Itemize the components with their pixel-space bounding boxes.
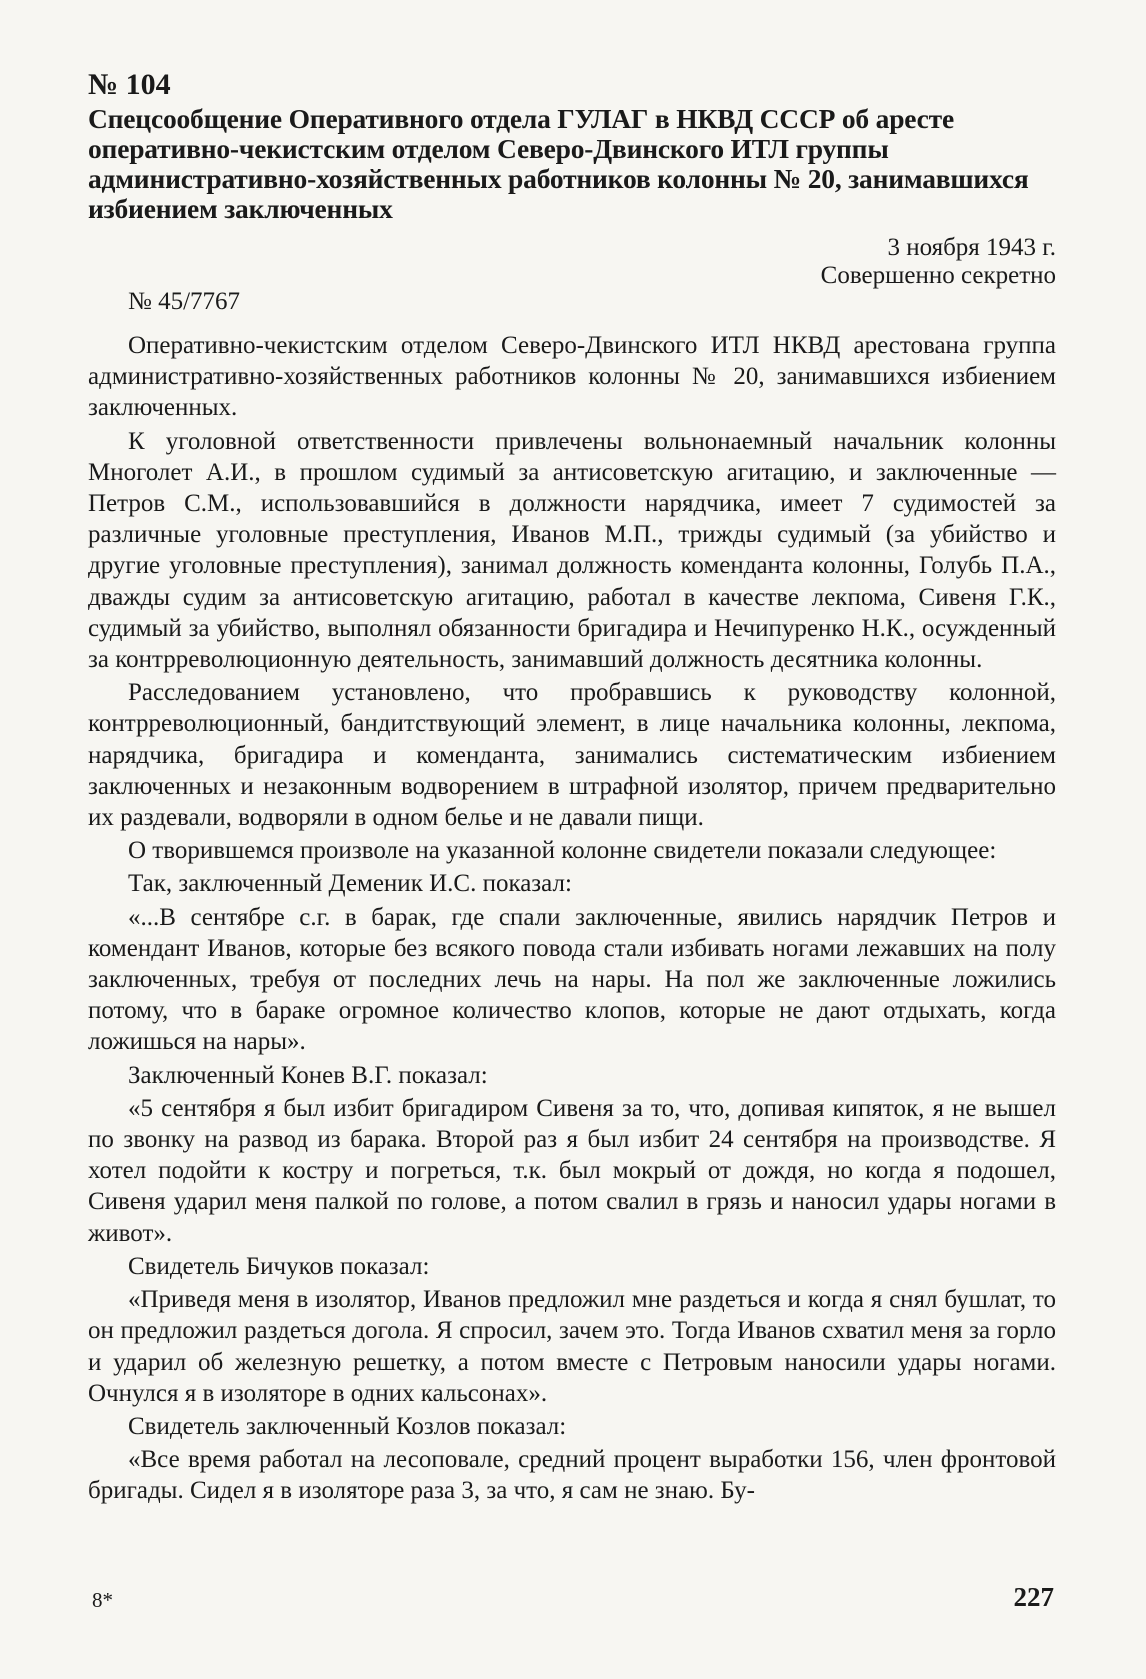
- registration-number: № 45/7767: [128, 288, 241, 315]
- classification-label: Совершенно секретно: [820, 262, 1056, 289]
- paragraph: Расследованием установлено, что пробравшись к руководству колонной, контрреволюционный, бандитствующий элемент, в лице начальника колонны, лекпома, нарядчика, бригадира и коменданта, занимались систематическим избиением заключенных и незаконным водворением в штрафной изолятор, причем предварительно их раздевали, водворяли в одном белье и не давали пищи.: [88, 679, 1056, 832]
- paragraph: О творившемся произволе на указанной колонне свидетели показали следующее:: [128, 837, 997, 865]
- paragraph: Заключенный Конев В.Г. показал:: [128, 1061, 488, 1089]
- document-date: 3 ноября 1943 г.: [887, 234, 1056, 261]
- paragraph: «5 сентября я был избит бригадиром Сивеня за то, что, допивая кипяток, я не вышел по звонку на развод из барака. Второй раз я был избит 24 сентября на производстве. Я хотел подойти к костру и погреться, т.к. был мокрый от дождя, но когда я подошел, Сивеня ударил меня палкой по голове, а потом свалил в грязь и наносил удары ногами в живот».: [88, 1094, 1056, 1247]
- document-number: № 104: [88, 68, 171, 101]
- document-body: [88, 330, 1056, 1507]
- document-heading: Спецсообщение Оперативного отдела ГУЛАГ в НКВД СССР об аресте оперативно-чекистским отделом Северо-Двинского ИТЛ группы административно-хозяйственных работников колонны № 20, занимавшихся избиением заключенных: [88, 103, 1029, 224]
- paragraph: Так, заключенный Деменик И.С. показал:: [128, 870, 572, 898]
- paragraph: Оперативно-чекистским отделом Северо-Двинского ИТЛ НКВД арестована группа административно-хозяйственных работников колонны № 20, занимавшихся избиением заключенных.: [88, 332, 1056, 422]
- paragraph: К уголовной ответственности привлечены вольнонаемный начальник колонны Многолет А.И., в прошлом судимый за антисоветскую агитацию, и заключенные — Петров С.М., использовавшийся в должности нарядчика, имеет 7 судимостей за различные уголовные преступления, Иванов М.П., трижды судимый (за убийство и другие уголовные преступления), занимал должность коменданта колонны, Голубь П.А., дважды судим за антисоветскую агитацию, работал в качестве лекпома, Сивеня Г.К., судимый за убийство, выполнял обязанности бригадира и Нечипуренко Н.К., осужденный за контрреволюционную деятельность, занимавший должность десятника колонны.: [88, 427, 1056, 674]
- paragraph: «Все время работал на лесоповале, средний процент выработки 156, член фронтовой бригады. Сидел я в изоляторе раза 3, за что, я сам не знаю. Бу-: [88, 1446, 1056, 1505]
- page-number: 227: [1013, 1582, 1054, 1612]
- paragraph: «...В сентябре с.г. в барак, где спали заключенные, явились нарядчик Петров и комендант Иванов, которые без всякого повода стали избивать ногами лежавших на полу заключенных, требуя от последних лечь на нары. На пол же заключенные ложились потому, что в бараке огромное количество клопов, которые не дают отдыхать, когда ложишься на нары».: [88, 903, 1056, 1056]
- signature-mark: 8*: [92, 1588, 113, 1612]
- paragraph: Свидетель Бичуков показал:: [128, 1252, 430, 1280]
- document-page: [88, 68, 1056, 1509]
- paragraph: «Приведя меня в изолятор, Иванов предложил мне раздеться и когда я снял бушлат, то он предложил раздеться догола. Я спросил, зачем это. Тогда Иванов схватил меня за горло и ударил об железную решетку, а потом вместе с Петровым наносили удары ногами. Очнулся я в изоляторе в одних кальсонах».: [88, 1286, 1056, 1407]
- paragraph: Свидетель заключенный Козлов показал:: [128, 1412, 567, 1440]
